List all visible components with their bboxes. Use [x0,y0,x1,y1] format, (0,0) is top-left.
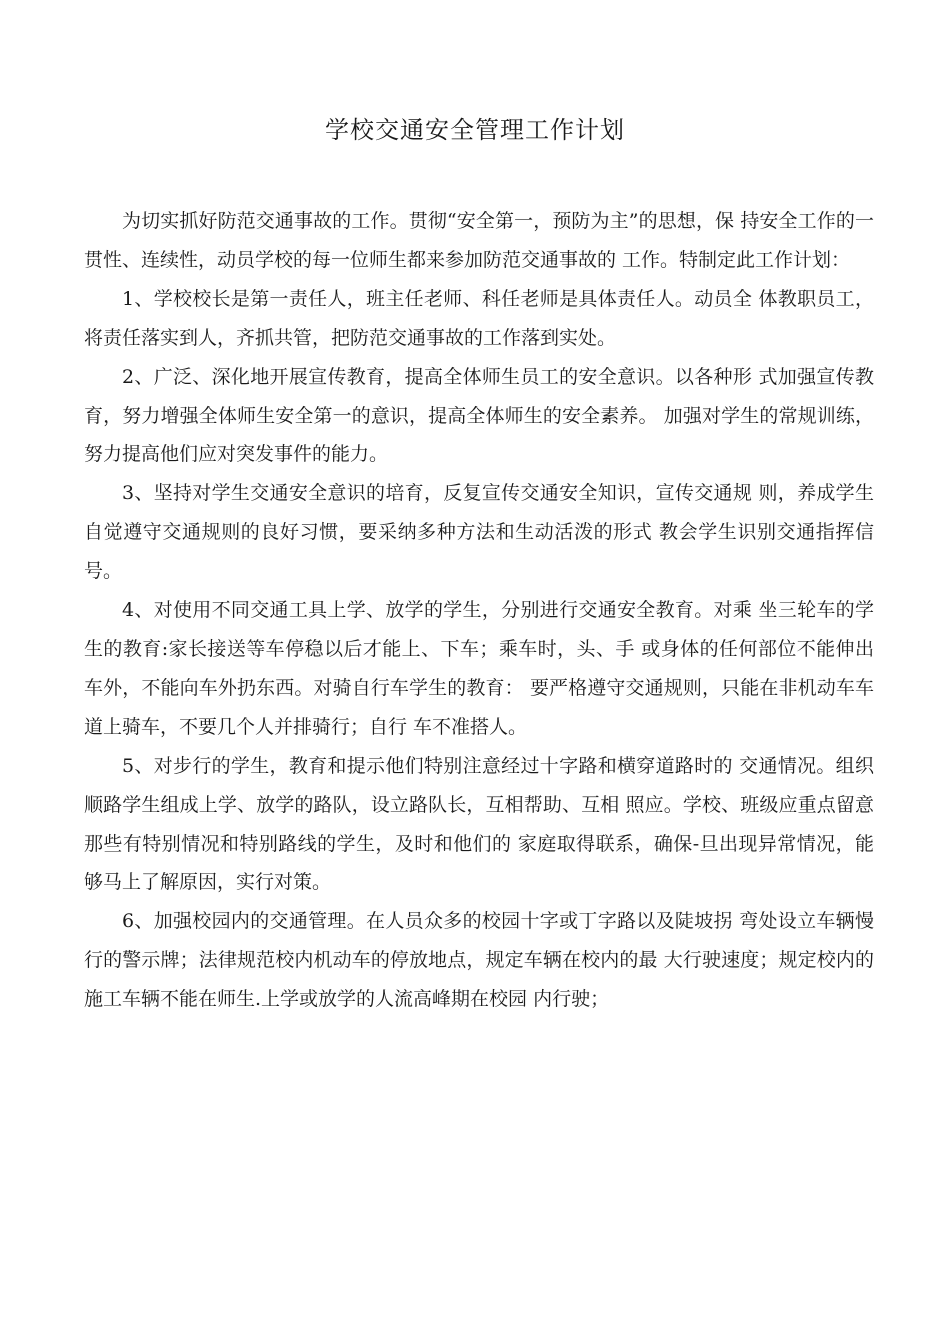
paragraph-item-6: 6、加强校园内的交通管理。在人员众多的校园十字或丁字路以及陡坡拐 弯处设立车辆慢行的警示牌；法律规范校内机动车的停放地点，规定车辆在校内的最 大行驶速度；规定校内的施工车辆不能在师生.上学或放学的人流高峰期在校园 内行驶； [84,910,874,1011]
document-body [84,202,874,1019]
paragraph-item-5: 5、对步行的学生，教育和提示他们特别注意经过十字路和横穿道路时的 交通情况。组织顺路学生组成上学、放学的路队，设立路队长，互相帮助、互相 照应。学校、班级应重点留意那些有特别情况和特别路线的学生，及时和他们的 家庭取得联系，确保-旦出现异常情况，能够马上了解原因，实行对策。 [84,754,874,894]
paragraph-item-1: 1、学校校长是第一责任人，班主任老师、科任老师是具体责任人。动员全 体教职员工，将责任落实到人，齐抓共管，把防范交通事故的工作落到实处。 [84,287,874,349]
paragraph-item-2: 2、广泛、深化地开展宣传教育，提高全体师生员工的安全意识。以各种形 式加强宣传教育，努力增强全体师生安全第一的意识，提高全体师生的安全素养。 加强对学生的常规训练，努力提高他们应对突发事件的能力。 [84,365,874,466]
paragraph-intro: 为切实抓好防范交通事故的工作。贯彻“安全第一，预防为主”的思想，保 持安全工作的一贯性、连续性，动员学校的每一位师生都来参加防范交通事故的 工作。特制定此工作计划： [84,210,874,271]
paragraph-item-4: 4、对使用不同交通工具上学、放学的学生，分别进行交通安全教育。对乘 坐三轮车的学生的教育:家长接送等车停稳以后才能上、下车；乘车时，头、手 或身体的任何部位不能伸出车外，不能向车外扔东西。对骑自行车学生的教育： 要严格遵守交通规则，只能在非机动车车道上骑车，不要几个人并排骑行；自行 车不准搭人。 [84,599,874,738]
paragraph-item-3: 3、坚持对学生交通安全意识的培育，反复宣传交通安全知识，宣传交通规 则，养成学生自觉遵守交通规则的良好习惯，要采纳多种方法和生动活泼的形式 教会学生识别交通指挥信号。 [84,482,874,583]
document-title: 学校交通安全管理工作计划 [325,116,625,144]
